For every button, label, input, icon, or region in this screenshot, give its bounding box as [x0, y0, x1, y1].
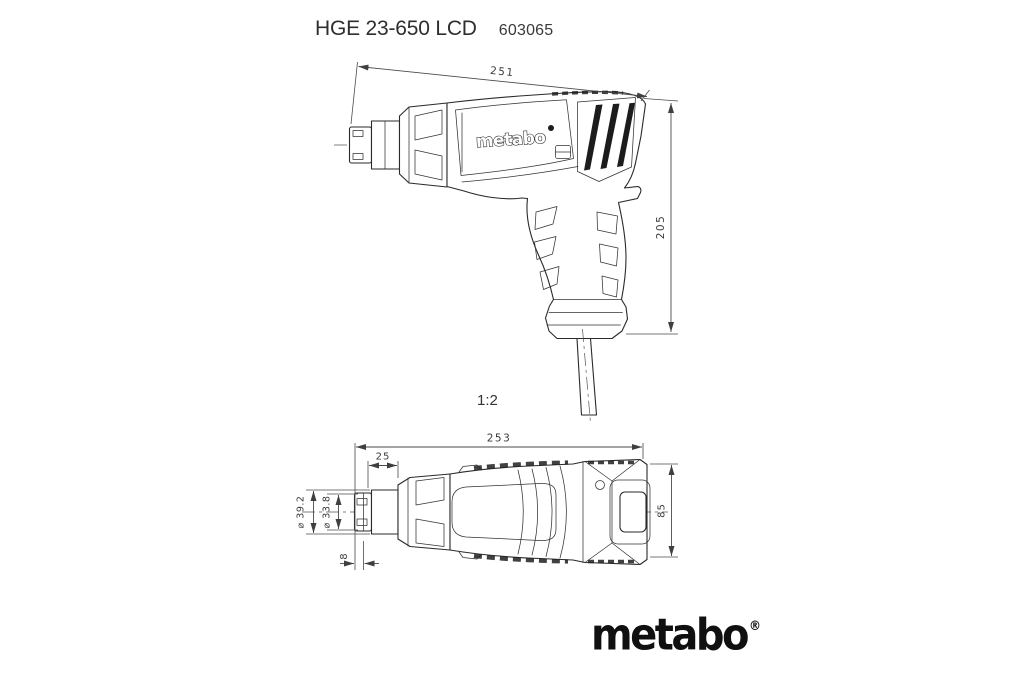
dim-width-85-label: 85 [656, 503, 668, 518]
article-number: 603065 [498, 22, 554, 39]
metabo-logo-text: metabo [591, 610, 748, 661]
extension-line [641, 90, 650, 101]
drawing-scale-label: 1:2 [477, 392, 498, 409]
dim-nozzle-25-label: 25 [375, 451, 391, 463]
top-view-drawing [302, 460, 668, 565]
dim-inner-diameter-label: ⌀ 33.8 [321, 495, 333, 529]
dim-length-251-label: 251 [489, 64, 516, 80]
registered-trademark-icon: ® [749, 618, 762, 634]
product-model-title: HGE 23-650 LCD [315, 17, 477, 40]
extension-line [351, 62, 358, 124]
side-view-drawing [334, 92, 646, 423]
rear-opening [620, 492, 646, 532]
nozzle-tube-top [372, 490, 399, 534]
device-logo-text: metabo [475, 127, 547, 153]
nozzle-ring [372, 121, 400, 169]
dim-height-205-label: 205 [655, 214, 667, 240]
dim-outer-diameter-label: ⌀ 39.2 [295, 495, 307, 529]
dim-length-253-label: 253 [486, 432, 512, 445]
metabo-logo [591, 610, 762, 661]
extension-line [644, 99, 678, 102]
dim-rim-8-label: 8 [339, 552, 350, 560]
body-silhouette-top [450, 460, 647, 565]
air-collar-top [398, 474, 450, 550]
cable-strain-relief [577, 339, 597, 416]
logo-dot [548, 125, 554, 131]
air-collar [400, 103, 448, 187]
gun-body-silhouette [447, 92, 646, 339]
